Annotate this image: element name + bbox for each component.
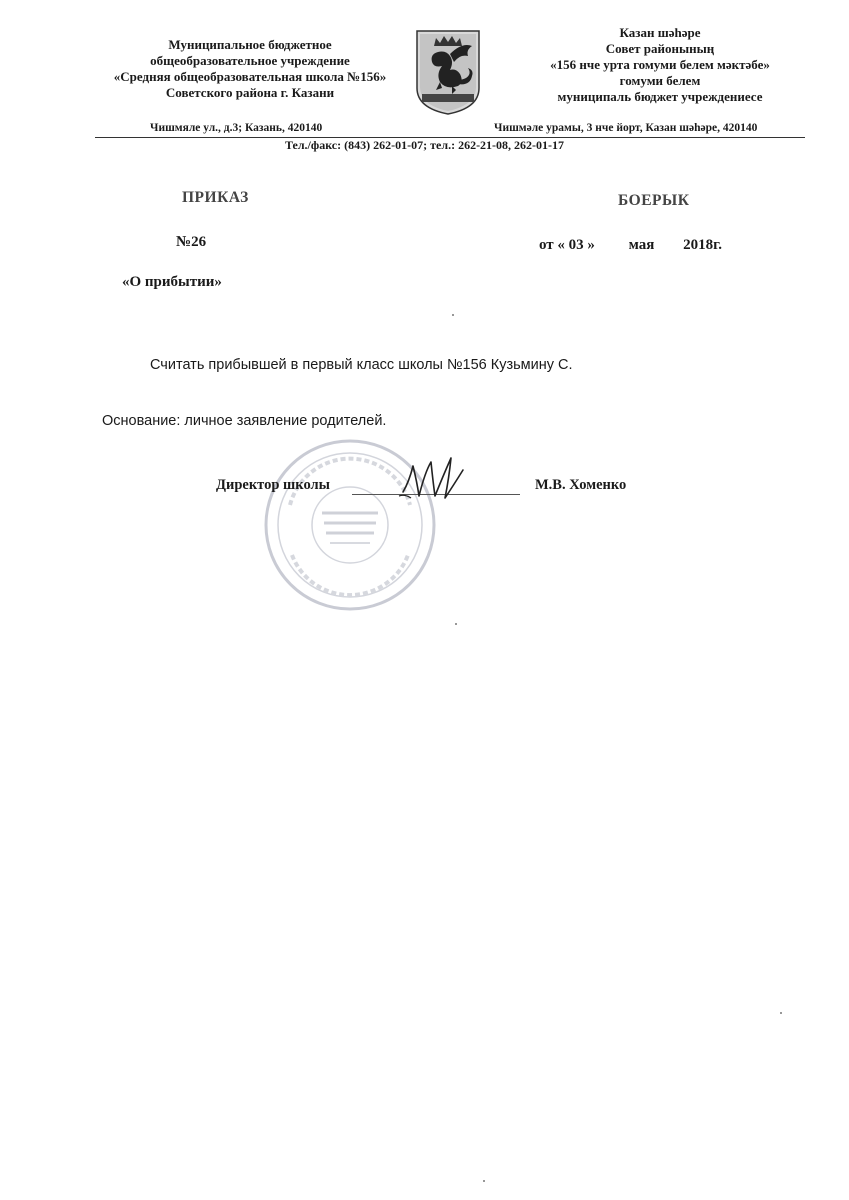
address-left: Чишмяле ул., д.3; Казань, 420140 xyxy=(150,122,323,134)
header-left-block xyxy=(92,37,408,101)
order-number: №26 xyxy=(176,234,207,250)
order-date xyxy=(539,237,722,254)
phone-line: Тел./факс: (843) 262-01-07; тел.: 262-21-08, 262-01-17 xyxy=(284,138,565,152)
order-basis: Основание: личное заявление родителей. xyxy=(102,413,387,429)
order-text: Считать прибывшей в первый класс школы №156 Кузьмину С. xyxy=(150,357,573,373)
header-left-line-3: «Средняя общеобразовательная школа №156» xyxy=(113,69,387,84)
scan-speck xyxy=(483,1180,485,1182)
header-left-line-2: общеобразовательное учреждение xyxy=(150,53,350,68)
header-right-line-1: Казан шәһәре xyxy=(619,25,701,40)
scan-speck xyxy=(780,1012,782,1014)
header-right-line-2: Совет районының xyxy=(605,41,715,56)
address-right: Чишмәле урамы, 3 нче йорт, Казан шәһәре, 420140 xyxy=(494,122,758,134)
header-right-line-3: «156 нче урта гомуми белем мәктәбе» xyxy=(550,57,770,72)
signature-name: М.В. Хоменко xyxy=(535,477,627,493)
order-date-day: от « 03 » xyxy=(539,237,595,253)
order-subject: «О прибытии» xyxy=(122,274,222,290)
signature-position: Директор школы xyxy=(216,477,330,493)
order-date-month: мая xyxy=(628,237,655,253)
header-right-line-5: муниципаль бюджет учреждениесе xyxy=(557,89,763,104)
scan-speck xyxy=(452,314,454,316)
kazan-coat-of-arms-icon xyxy=(414,28,482,116)
order-title-ru: ПРИКАЗ xyxy=(182,189,249,206)
header-right-block xyxy=(500,25,820,105)
scan-speck xyxy=(455,623,457,625)
order-date-year: 2018г. xyxy=(683,237,723,253)
header-left-line-1: Муниципальное бюджетное xyxy=(168,37,332,52)
header-left-line-4: Советского района г. Казани xyxy=(165,85,335,100)
handwritten-signature-icon xyxy=(395,452,470,512)
order-title-tt: БОЕРЫК xyxy=(618,192,690,209)
header-right-line-4: гомуми белем xyxy=(619,73,701,88)
